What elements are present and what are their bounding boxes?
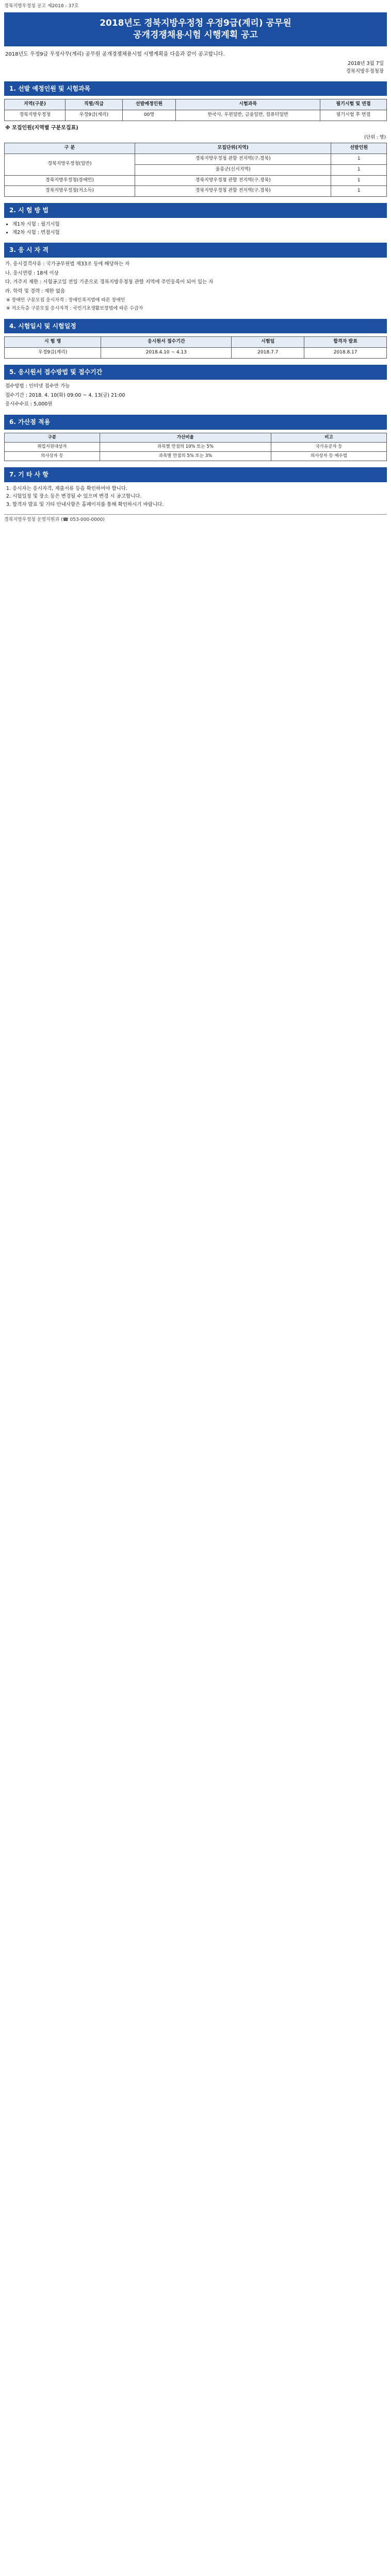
th: 선발예정인원 [122, 99, 176, 110]
th: 지역(구분) [5, 99, 66, 110]
cell: 2018.7.7 [232, 348, 304, 359]
list-item: • 제1차 시험 : 필기시험 [12, 221, 387, 229]
table-row [5, 348, 387, 359]
cell: 경북지방우정청(장애인) [5, 175, 135, 186]
section-1-header: 1. 선발 예정인원 및 시험과목 [4, 81, 387, 96]
th: 필기시험 및 면접 [320, 99, 387, 110]
cell: 한국사, 우편일반, 금융일반, 컴퓨터일반 [176, 110, 320, 121]
cell: 경북지방우정청 관할 전지역(구.경북) [135, 154, 331, 164]
table-row [5, 451, 387, 461]
notice-page [0, 0, 391, 529]
cell: 울릉군(신서지역) [135, 164, 331, 175]
th: 가산비율 [100, 433, 271, 442]
exam-method-list [12, 221, 387, 236]
th: 응시원서 접수기간 [101, 337, 232, 348]
list-item: • 제2차 시험 : 면접시험 [12, 229, 387, 237]
table-row [5, 175, 387, 186]
table-row [5, 442, 387, 451]
cell: 2018.4.10 ~ 4.13 [101, 348, 232, 359]
section-7-header: 7. 기 타 사 항 [4, 467, 387, 482]
misc-list [12, 485, 387, 509]
th: 합격자 발표 [304, 337, 387, 348]
table-recruit [4, 99, 387, 121]
cell: 과목별 만점의 10% 또는 5% [100, 442, 271, 451]
paragraph: 접수기간 : 2018. 4. 10(화) 09:00 ~ 4. 13(금) 21:00 [5, 392, 125, 398]
cell: 경북지방우정청(저소득) [5, 186, 135, 197]
sub-heading: ※ 모집인원(지역별 구분모집표) [5, 125, 78, 131]
th: 구분 [5, 433, 100, 442]
cell: 1 [331, 186, 387, 197]
th: 모집단위(지역) [135, 143, 331, 154]
notice-number: 경북지방우정청 공고 제2018 - 37호 [4, 4, 79, 9]
note: ※ 장애인 구분모집 응시자격 : 장애인복지법에 따른 장애인 [6, 297, 125, 303]
paragraph: 다. 거주지 제한 : 시험공고일 전일 기준으로 경북지방우정청 관할 지역에 주민등록이 되어 있는 자 [5, 279, 214, 285]
cell: 국가유공자 등 [271, 442, 387, 451]
paragraph: 응시수수료 : 5,000원 [5, 401, 53, 408]
cell: 2018.8.17 [304, 348, 387, 359]
section-6-header: 6. 가산점 적용 [4, 415, 387, 430]
intro-text: 2018년도 우정9급 우정사무(계리) 공무원 공개경쟁채용시험 시행계획을 다음과 같이 공고합니다. [5, 51, 225, 57]
cell: 의사상자 등 [5, 451, 100, 461]
th: 시 험 명 [5, 337, 101, 348]
section-4-header: 4. 시험일시 및 시험일정 [4, 319, 387, 334]
date-agency [7, 60, 384, 75]
unit-label: (단위 : 명) [364, 134, 386, 140]
cell: 00명 [122, 110, 176, 121]
cell: 우정9급(계리) [66, 110, 122, 121]
cell: 경북지방우정청(일반) [5, 154, 135, 175]
title-text: 2018년도 경북지방우정청 우정9급(계리) 공무원 공개경쟁채용시험 시행계획 공고 [100, 18, 291, 40]
th: 시험과목 [176, 99, 320, 110]
table-bonus [4, 433, 387, 462]
cell: 1 [331, 154, 387, 164]
table-row [5, 154, 387, 164]
cell: 1 [331, 175, 387, 186]
section-2-header: 2. 시 험 방 법 [4, 203, 387, 218]
cell: 우정9급(계리) [5, 348, 101, 359]
th: 시험일 [232, 337, 304, 348]
cell: 경북지방우정청 [5, 110, 66, 121]
notice-date: 2018년 3월 7일 [348, 61, 384, 67]
section-5-header: 5. 응시원서 접수방법 및 접수기간 [4, 365, 387, 380]
list-item: 2. 시험일정 및 장소 등은 변경될 수 있으며 변경 시 공고합니다. [12, 493, 387, 501]
section-3-header: 3. 응 시 자 격 [4, 243, 387, 258]
paragraph: 나. 응시연령 : 18세 이상 [5, 270, 59, 276]
th: 구 분 [5, 143, 135, 154]
notice-agency: 경북지방우정청장 [346, 68, 384, 74]
note: ※ 저소득층 구분모집 응시자격 : 국민기초생활보장법에 따른 수급자 [6, 306, 143, 311]
table-schedule [4, 336, 387, 359]
cell: 경북지방우정청 관할 전지역(구.경북) [135, 186, 331, 197]
paragraph: 가. 응시결격사유 : 국가공무원법 제33조 등에 해당하는 자 [5, 261, 130, 267]
table-row [5, 110, 387, 121]
table-row [5, 186, 387, 197]
notice-title [4, 12, 387, 46]
cell: 취업지원대상자 [5, 442, 100, 451]
table-region [4, 143, 387, 197]
th: 선발인원 [331, 143, 387, 154]
footer-contact: 경북지방우정청 운영지원과 (☎ 053-000-0000) [4, 514, 387, 524]
cell: 의사상자 등 예우법 [271, 451, 387, 461]
list-item: 3. 합격자 발표 및 기타 안내사항은 홈페이지를 통해 확인하시기 바랍니다. [12, 501, 387, 509]
paragraph: 라. 학력 및 경력 : 제한 없음 [5, 289, 66, 295]
th: 직렬/직급 [66, 99, 122, 110]
th: 비고 [271, 433, 387, 442]
paragraph: 접수방법 : 인터넷 접수만 가능 [5, 383, 70, 389]
cell: 경북지방우정청 관할 전지역(구.경북) [135, 175, 331, 186]
list-item: 1. 응시자는 응시자격, 제출서류 등을 확인하여야 합니다. [12, 485, 387, 493]
cell: 필기시험 후 면접 [320, 110, 387, 121]
cell: 1 [331, 164, 387, 175]
cell: 과목별 만점의 5% 또는 3% [100, 451, 271, 461]
